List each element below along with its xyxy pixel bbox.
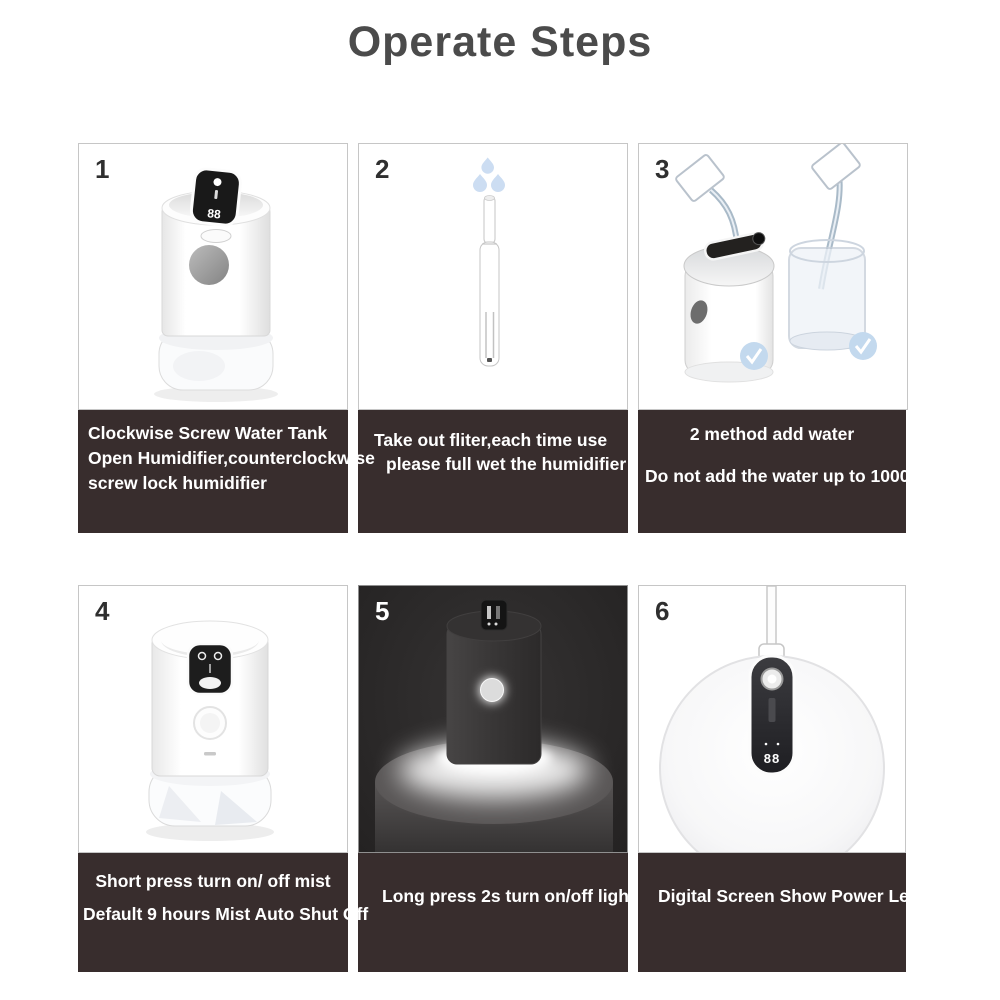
panel-5-image [358,585,628,853]
checkmark-badge-icon [849,332,877,360]
svg-text:88: 88 [206,206,222,222]
panel-1-image [78,143,348,410]
panel-3-image [638,143,908,410]
checkmark-badge-icon [740,342,768,370]
panel-2-caption-line-2: please full wet the humidifier [386,454,627,474]
panel-4-number: 4 [95,596,110,626]
panel-4-image [78,585,348,853]
top-display [190,168,241,227]
add-water-methods-illustration [639,144,907,409]
charging-top-view-illustration [639,586,905,852]
panel-3-caption-line-1: 2 method add water [689,424,855,444]
water-drops-icon [473,158,505,193]
top-display [188,644,232,694]
panel-4-caption-line-1: Short press turn on/ off mist [95,871,331,891]
night-light-illustration [359,586,627,852]
panel-4-caption-line-2: Default 9 hours Mist Auto Shut Off [83,904,369,924]
panel-3-number: 3 [655,154,670,184]
panel-5-caption: Long press 2s turn on/off light [382,886,635,906]
panel-2-number: 2 [375,154,390,184]
digital-screen-module [750,656,794,774]
panel-2-caption-line-1: Take out fliter,each time use [374,430,608,450]
top-connector [481,600,507,630]
panel-6-image [638,585,906,853]
power-level-digits: 88 [763,751,781,766]
funnel-right [811,144,861,190]
humidifier-top-view-illustration [79,586,347,852]
panel-5-number: 5 [375,596,390,626]
panel-6-number: 6 [655,596,670,626]
panel-6-caption-bg [638,853,906,972]
panel-2-image [358,143,628,410]
filter-stick-illustration [359,144,627,409]
panel-1-caption: Clockwise Screw Water Tank Open Humidifier,counterclockwise screw lock humidifier [88,423,375,493]
page-title: Operate Steps [347,18,653,66]
panel-5-caption-bg [358,853,628,972]
panel-6-caption: Digital Screen Show Power Level [658,886,934,906]
panel-3-caption-line-2: Do not add the water up to 1000 [645,466,910,486]
panel-1-number: 1 [95,154,110,184]
humidifier-front-illustration [79,144,347,409]
front-button [189,245,229,285]
